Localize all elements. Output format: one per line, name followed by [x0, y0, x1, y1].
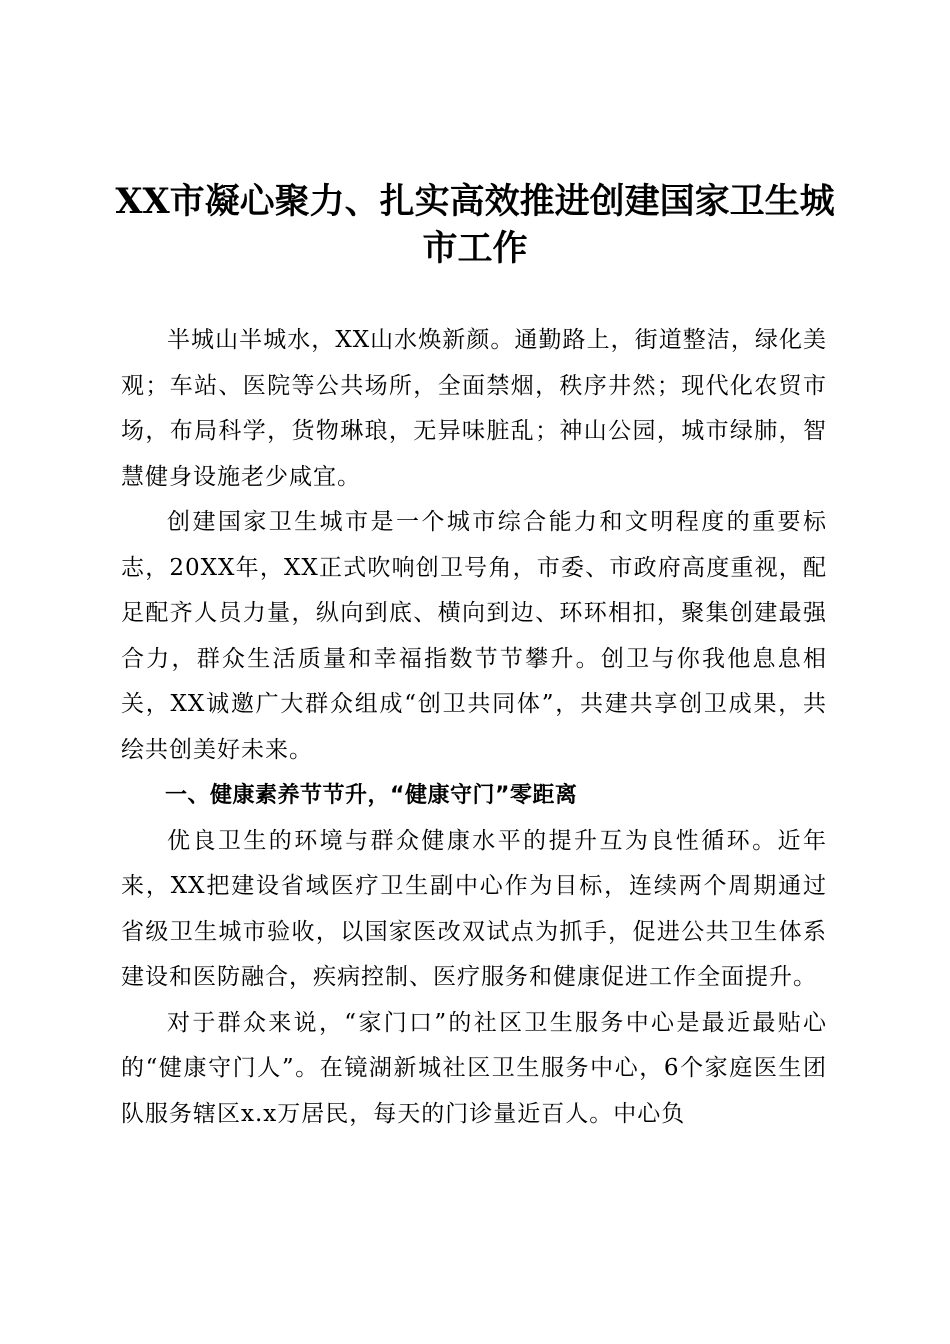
section-paragraph-2: 对于群众来说，“家门口”的社区卫生服务中心是最近最贴心的“健康守门人”。在镜湖新城社区卫生服务中心，6个家庭医生团队服务辖区x.x万居民，每天的门诊量近百人。中心负	[121, 1009, 827, 1127]
intro-paragraph-2: 创建国家卫生城市是一个城市综合能力和文明程度的重要标志，20XX年，XX正式吹响创卫号角，市委、市政府高度重视，配足配齐人员力量，纵向到底、横向到边、环环相扣，聚集创建最强合力，群众生活质量和幸福指数节节攀升。创卫与你我他息息相关，XX诚邀广大群众组成“创卫共同体”，共建共享创卫成果，共绘共创美好未来。	[121, 509, 827, 763]
document-body	[121, 318, 827, 1137]
intro-paragraph-1: 半城山半城水，XX山水焕新颜。通勤路上，街道整洁，绿化美观；车站、医院等公共场所，全面禁烟，秩序井然；现代化农贸市场，布局科学，货物琳琅，无异味脏乱；神山公园，城市绿肺，智慧健身设施老少咸宜。	[121, 327, 827, 490]
document-title: XX市凝心聚力、扎实高效推进创建国家卫生城市工作	[115, 181, 835, 269]
section-paragraph-1: 优良卫生的环境与群众健康水平的提升互为良性循环。近年来，XX把建设省域医疗卫生副中心作为目标，连续两个周期通过省级卫生城市验收，以国家医改双试点为抓手，促进公共卫生体系建设和医防融合，疾病控制、医疗服务和健康促进工作全面提升。	[121, 827, 827, 990]
section-heading: 一、健康素养节节升，“健康守门”零距离	[165, 783, 578, 808]
